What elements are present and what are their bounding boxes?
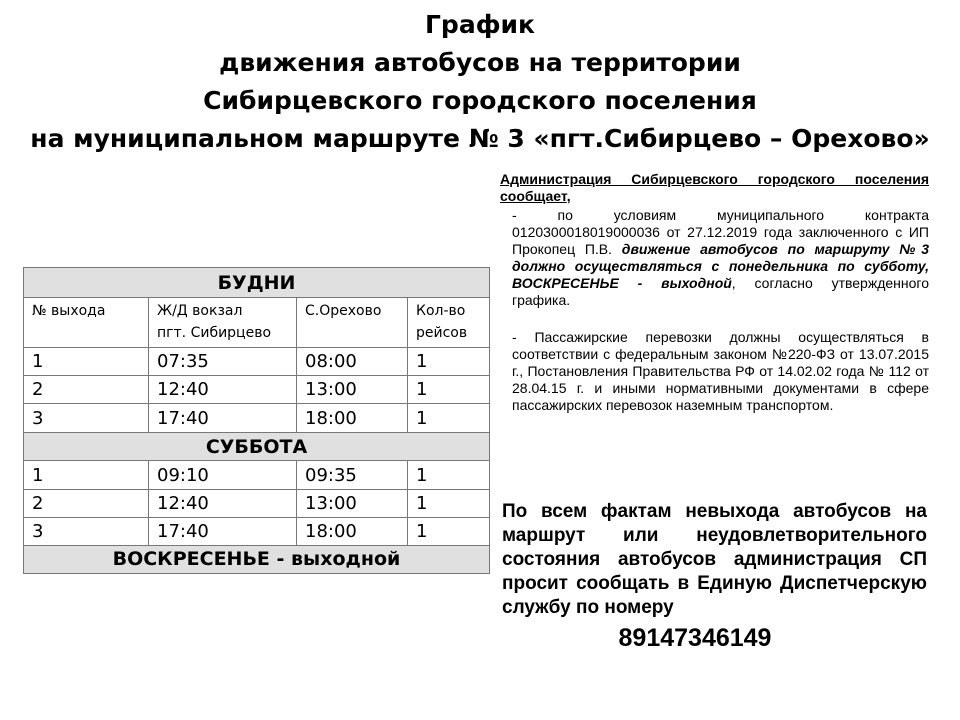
cell-arrival: 09:35 [297,461,408,490]
cell-number: 2 [24,490,149,518]
cell-number: 3 [24,518,149,546]
paragraph-2-dash: - [512,329,517,345]
cell-arrival: 18:00 [297,404,408,433]
phone-number: 89147346149 [618,624,772,652]
cell-departure: 12:40 [149,376,297,404]
cell-departure: 09:10 [149,461,297,490]
cell-trips: 1 [408,376,489,404]
table-row [24,348,489,376]
cell-departure: 17:40 [149,404,297,433]
page-title [0,6,960,158]
paragraph-1-dash: - [512,207,517,223]
cell-trips: 1 [408,461,489,490]
cell-arrival: 08:00 [297,348,408,376]
announcement-heading: Администрация Сибирцевского городского поселения сообщает, [500,171,929,204]
paragraph-1-text-a: по условиям муниципального контракта 0120300018019000036 от 27.12.2019 года заключенного с ИП Прокопец П.В. [512,207,930,257]
table-row [24,461,489,490]
cell-departure: 07:35 [149,348,297,376]
cell-arrival: 13:00 [297,490,408,518]
cell-arrival: 13:00 [297,376,408,404]
column-header-trips-line1: Кол-во [416,303,466,319]
cell-number: 2 [24,376,149,404]
column-header-number: № выхода [24,298,149,348]
cell-trips: 1 [408,518,489,546]
cell-trips: 1 [408,490,489,518]
cell-number: 1 [24,348,149,376]
cell-trips: 1 [408,404,489,433]
cell-number: 1 [24,461,149,490]
table-header-row [24,298,489,348]
announcement [500,171,929,414]
column-header-station-line2: пгт. Сибирцево [157,325,272,341]
table-row [24,376,489,404]
cell-departure: 17:40 [149,518,297,546]
title-line-1: График [425,10,535,39]
cell-departure: 12:40 [149,490,297,518]
cell-number: 3 [24,404,149,433]
column-header-station [149,298,297,348]
title-line-4: на муниципальном маршруте № 3 «пгт.Сибирцево – Орехово» [30,124,930,153]
column-header-station-line1: Ж/Д вокзал [157,303,243,319]
title-line-2: движения автобусов на территории [219,48,741,77]
weekdays-header: БУДНИ [24,268,489,298]
notice [502,500,927,620]
saturday-header: СУББОТА [24,433,489,461]
title-line-3: Сибирцевского городского поселения [203,86,757,115]
schedule-table [23,267,490,574]
sunday-header: ВОСКРЕСЕНЬЕ - выходной [24,546,489,573]
table-row [24,518,489,546]
table-row [24,490,489,518]
cell-arrival: 18:00 [297,518,408,546]
announcement-paragraph-2 [500,329,929,414]
column-header-orekhovo: С.Орехово [297,298,408,348]
column-header-trips [408,298,489,348]
table-row [24,404,489,433]
paragraph-1-text-c: , согласно утвержденного графика. [512,275,929,308]
paragraph-1-emphasis: движение автобусов по маршруту №3 должно осуществляться с понедельника по субботу, ВОСКРЕСЕНЬЕ - выходной [512,241,929,291]
paragraph-2-text: Пассажирские перевозки должны осуществляться в соответствии с федеральным законом №220-ФЗ от 13.07.2015 г., Постановления Правительства РФ от 14.02.02 года № 112 от 28.04.15 г. и иными нормативными документами в сфере пассажирских перевозок наземным транспортом. [512,329,929,413]
cell-trips: 1 [408,348,489,376]
announcement-heading-text: Администрация Сибирцевского городского поселения сообщает [500,171,929,204]
announcement-paragraph-1 [500,207,929,309]
notice-text: По всем фактам невыхода автобусов на маршрут или неудовлетворительного состояния автобусов администрация СП просит сообщать в Единую Диспетчерскую службу по номеру [502,501,927,618]
column-header-trips-line2: рейсов [416,325,468,341]
